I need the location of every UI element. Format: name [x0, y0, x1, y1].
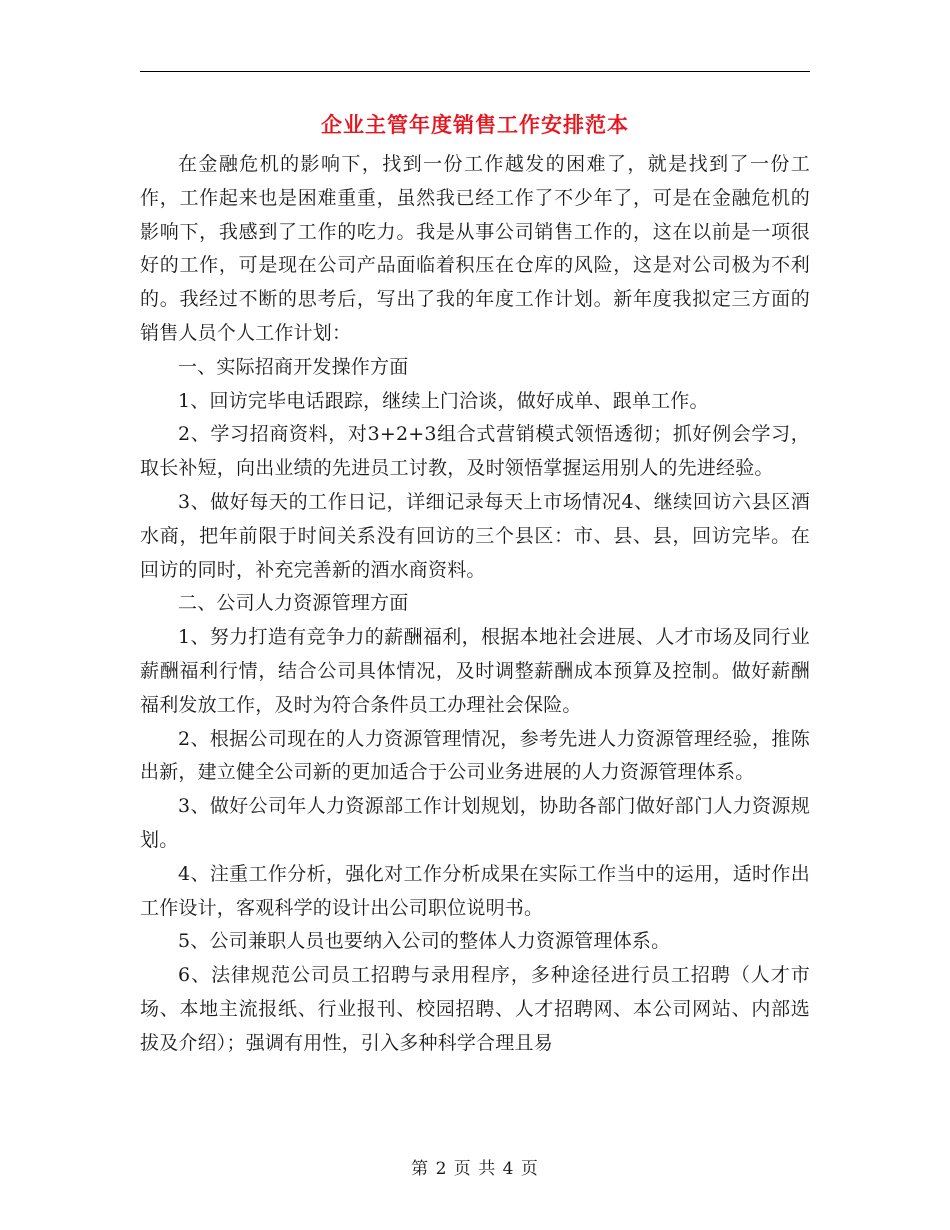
document-body [140, 148, 810, 1061]
paragraph-1-1: 1、回访完毕电话跟踪，继续上门洽谈，做好成单、跟单工作。 [178, 389, 709, 412]
paragraph-2-3: 3、做好公司年人力资源部工作计划规划，协助各部门做好部门人力资源规划。 [140, 795, 810, 851]
section-heading-2: 二、公司人力资源管理方面 [178, 592, 409, 615]
paragraph-2-6: 6、法律规范公司员工招聘与录用程序，多种途径进行员工招聘（人才市场、本地主流报纸、行业报刊、校园招聘、人才招聘网、本公司网站、内部选拔及介绍）；强调有用性，引入多种科学合理且易 [140, 964, 810, 1054]
header-rule [140, 71, 810, 72]
paragraph-1-2: 2、学习招商资料，对3+2+3组合式营销模式领悟透彻；抓好例会学习，取长补短，向出业绩的先进员工讨教，及时领悟掌握运用别人的先进经验。 [140, 423, 810, 480]
paragraph-2-1: 1、努力打造有竞争力的薪酬福利，根据本地社会进展、人才市场及同行业薪酬福利行情，结合公司具体情况，及时调整薪酬成本预算及控制。做好薪酬福利发放工作，及时为符合条件员工办理社会保险。 [140, 626, 810, 716]
paragraph-1-3: 3、做好每天的工作日记，详细记录每天上市场情况4、继续回访六县区酒水商，把年前限于时间关系没有回访的三个县区：市、县、县，回访完毕。在回访的同时，补充完善新的酒水商资料。 [140, 490, 810, 581]
page-number-footer: 第 2 页 共 4 页 [411, 1159, 539, 1179]
section-heading-1: 一、实际招商开发操作方面 [178, 355, 409, 378]
paragraph-2-5: 5、公司兼职人员也要纳入公司的整体人力资源管理体系。 [178, 930, 671, 953]
paragraph-intro: 在金融危机的影响下，找到一份工作越发的困难了，就是找到了一份工作，工作起来也是困难重重，虽然我已经工作了不少年了，可是在金融危机的影响下，我感到了工作的吃力。我是从事公司销售工作的，这在以前是一项很好的工作，可是现在公司产品面临着积压在仓库的风险，这是对公司极为不利的。我经过不断的思考后，写出了我的年度工作计划。新年度我拟定三方面的销售人员个人工作计划： [140, 153, 810, 344]
document-title: 企业主管年度销售工作安排范本 [321, 112, 629, 137]
paragraph-2-2: 2、根据公司现在的人力资源管理情况，参考先进人力资源管理经验，推陈出新，建立健全公司新的更加适合于公司业务进展的人力资源管理体系。 [140, 727, 810, 784]
paragraph-2-4: 4、注重工作分析，强化对工作分析成果在实际工作当中的运用，适时作出工作设计，客观科学的设计出公司职位说明书。 [140, 862, 810, 919]
